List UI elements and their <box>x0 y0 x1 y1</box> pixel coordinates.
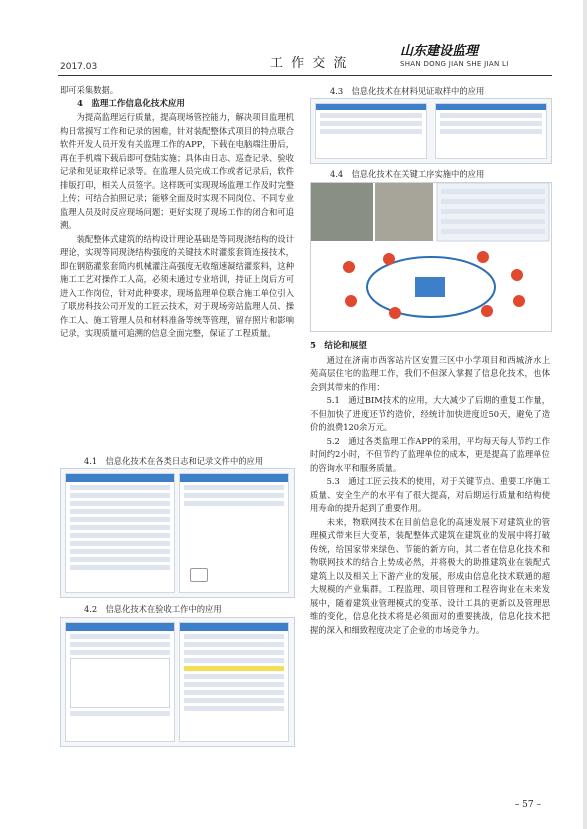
page-edge-bar <box>583 0 587 829</box>
node-icon <box>345 295 357 307</box>
app-menu-panel <box>65 473 175 593</box>
figure-4-3-screenshot <box>310 98 552 164</box>
figure-caption-4-4: 4.4 信息化技术在关键工序实施中的应用 <box>330 169 485 179</box>
cloud-hub-icon <box>415 277 445 297</box>
left-column-top <box>60 84 294 341</box>
figure-caption-4-3: 4.3 信息化技术在材料见证取样中的应用 <box>330 86 485 96</box>
section-title: 工 作 交 流 <box>270 56 349 71</box>
node-icon <box>513 295 525 307</box>
app-title-bar <box>180 474 288 482</box>
header-divider <box>58 75 552 76</box>
paragraph-5-1: 5.1 通过BIM技术的应用，大大减少了后期的重复工作量，不但加快了进度还节约造价，经统计加快进度近50天，避免了造价的浪费120余万元。 <box>310 395 550 432</box>
node-icon <box>481 305 493 317</box>
app-title-bar <box>66 623 174 631</box>
page-number: – 57 – <box>514 800 541 810</box>
sampling-form-panel <box>315 103 427 159</box>
paragraph-5-future: 未来，物联网技术在目前信息化的高速发展下对建筑业的管理模式带来巨大变革，装配整体式建筑在建筑业的发展中将打破传统，给国家带来绿色、节能的新方向，其二者在信息化技术和物联网技术的结合上势成必然，并将极大的助推建筑业在装配式建筑上以及相关上下游产业的发展，形成由信息化技术联通的超大规模的产业集群。工程监理、项目管理和工程咨询业在未来发展中，随着建筑业管理模式的变革、设计工具的更新以及管理思维的变化，信息化技术将是必须面对的重要挑战，信息化技术把握的深入和细致程度决定了企业的市场竞争力。 <box>310 516 550 635</box>
figure-caption-4-1: 4.1 信息化技术在各类日志和记录文件中的应用 <box>84 456 264 466</box>
acceptance-list-panel <box>179 622 289 742</box>
figure-caption-4-2: 4.2 信息化技术在验收工作中的应用 <box>84 604 222 614</box>
paragraph-5-2: 5.2 通过各类监理工作APP的采用，平均每天每人节约工作时间约2小时，不但节约了监理单位的成本，更是提高了监理单位的咨询水平和服务质量。 <box>310 435 550 473</box>
paragraph-4-1: 为提高监理运行质量，提高现场管控能力，解决项目监理机构日常摸写工作和记录的困难，针对装配整体式项目的特点联合软件开发人员开发有关监理工作的APP，下载在电脑端注册后，再在手机端下载后即可登陆实施；具体由日志、巡查记录、验收记录和见证取样记录等。在监理人员完成工作或者记录后，软件排版打印，相关人员签字。这样既可实现现场监理工作及时完整上传；可结合拍照记录；能够全面及时实现不同岗位、不同专业监理人员及时反应现场问题；更好实现了现场工作的闭合和可追溯。 <box>60 112 294 230</box>
paragraph-continuation: 即可采集数据。 <box>60 85 119 95</box>
node-icon <box>383 253 395 265</box>
node-icon <box>343 261 355 273</box>
issue-date: 2017.03 <box>60 62 98 72</box>
paragraph-4-2: 装配整体式建筑的结构设计理论基础是等同现浇结构的设计理论，实现等同现浇结构强度的关键技术时灌浆套筒连接技术，即在钢筋灌浆套筒内机械灌注高强度无收缩速凝结灌浆料，这种施工工艺对操作工人高，必须未通过专业培训，持证上岗后方可进入工作岗位，针对此种要求，现场监理单位联合施工单位引入了联房科技公司开发的工匠云技术，对于现场旁站监理人员、操作工人、施工管理人员和材料准备等统等管理，留存照片和影响记录，实现质量可追溯的信息全面完整，保证了工程质量。 <box>60 233 294 338</box>
acceptance-form-panel <box>65 622 175 742</box>
camera-icon <box>190 568 208 582</box>
app-log-panel <box>179 473 289 593</box>
worker-photo-2 <box>375 183 433 241</box>
paragraph-5-intro: 通过在济南市西客站片区安置三区中小学项目和西城济水上苑高层住宅的监理工作，我们不但深入掌握了信息化技术，也体会到其带来的作用： <box>310 354 550 392</box>
figure-4-4-composite <box>310 182 552 332</box>
journal-logo-en: SHAN DONG JIAN SHE JIAN LI <box>400 60 509 68</box>
journal-logo-cn: 山东建设监理 <box>400 44 479 59</box>
figure-4-4-graphic <box>311 183 551 331</box>
figure-4-2-screenshot <box>60 617 295 747</box>
right-column-text <box>310 340 550 637</box>
node-icon <box>389 307 401 319</box>
figure-4-1-screenshot <box>60 468 295 598</box>
text-area <box>70 658 170 708</box>
node-icon <box>511 269 523 281</box>
section-5-heading: 5 结论和展望 <box>310 341 367 351</box>
app-title-bar <box>180 623 288 631</box>
sampling-table-panel <box>435 103 547 159</box>
app-title-bar <box>66 474 174 482</box>
paragraph-5-3: 5.3 通过工匠云技术的使用，对于关键节点、重要工序施工质量、安全生产的水平有了很大提高，对后期运行质量和结构使用寿命的提升起到了重要作用。 <box>310 476 550 513</box>
section-4-heading: 4 监理工作信息化技术应用 <box>77 98 185 109</box>
worker-photo-1 <box>311 183 373 241</box>
node-icon <box>477 251 489 263</box>
